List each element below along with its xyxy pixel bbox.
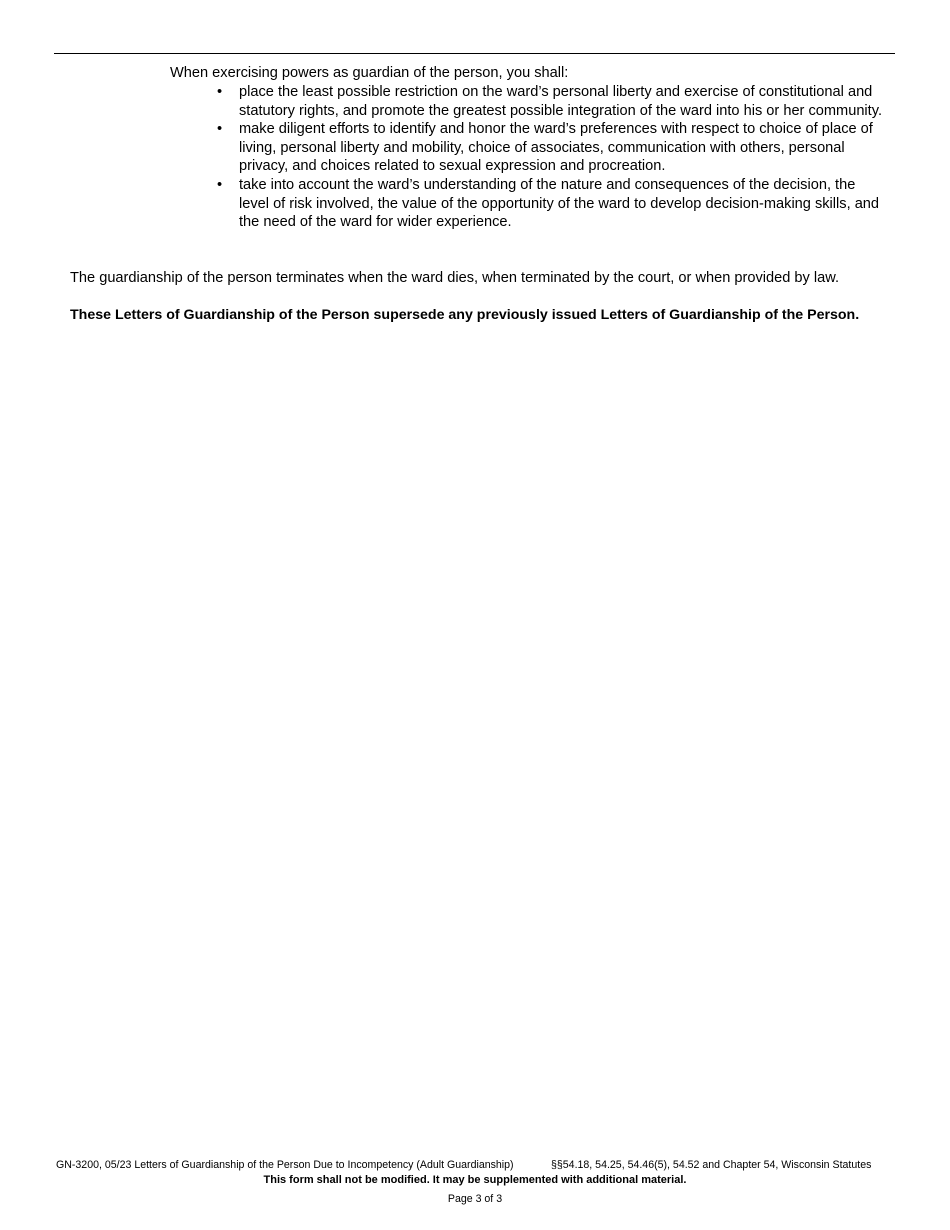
duty-item-liberty <box>217 83 887 120</box>
powers-intro: When exercising powers as guardian of the person, you shall: <box>170 65 569 81</box>
supersede-notice: These Letters of Guardianship of the Person supersede any previously issued Letters of Guardianship of the Person. <box>70 307 860 323</box>
bullet-icon: • <box>217 176 223 193</box>
duty-text: take into account the ward’s understanding of the nature and consequences of the decision, the level of risk involved, the value of the opportunity of the ward to develop decision-making skills, and the need of the ward for wider experience. <box>239 176 880 231</box>
footer-statutes: §§54.18, 54.25, 54.46(5), 54.52 and Chapter 54, Wisconsin Statutes <box>551 1159 872 1171</box>
duty-text: place the least possible restriction on the ward’s personal liberty and exercise of constitutional and statutory rights, and promote the greatest possible integration of the ward into his or her community. <box>239 84 882 119</box>
duty-item-preferences <box>217 120 887 176</box>
duty-item-understanding <box>217 176 887 232</box>
footer-form-id: GN-3200, 05/23 Letters of Guardianship of the Person Due to Incompetency (Adult Guardianship) <box>56 1159 514 1171</box>
termination-paragraph: The guardianship of the person terminates when the ward dies, when terminated by the court, or when provided by law. <box>70 270 840 286</box>
page-number: Page 3 of 3 <box>447 1193 503 1205</box>
duty-text: make diligent efforts to identify and honor the ward’s preferences with respect to choice of place of living, personal liberty and mobility, choice of associates, communication with others, personal privacy, and choices related to sexual expression and procreation. <box>239 121 873 175</box>
top-divider <box>54 53 895 54</box>
bullet-icon: • <box>217 121 223 138</box>
bullet-icon: • <box>217 84 223 100</box>
guardian-duties-list <box>217 83 887 232</box>
footer-modification-notice: This form shall not be modified. It may be supplemented with additional material. <box>263 1174 687 1186</box>
